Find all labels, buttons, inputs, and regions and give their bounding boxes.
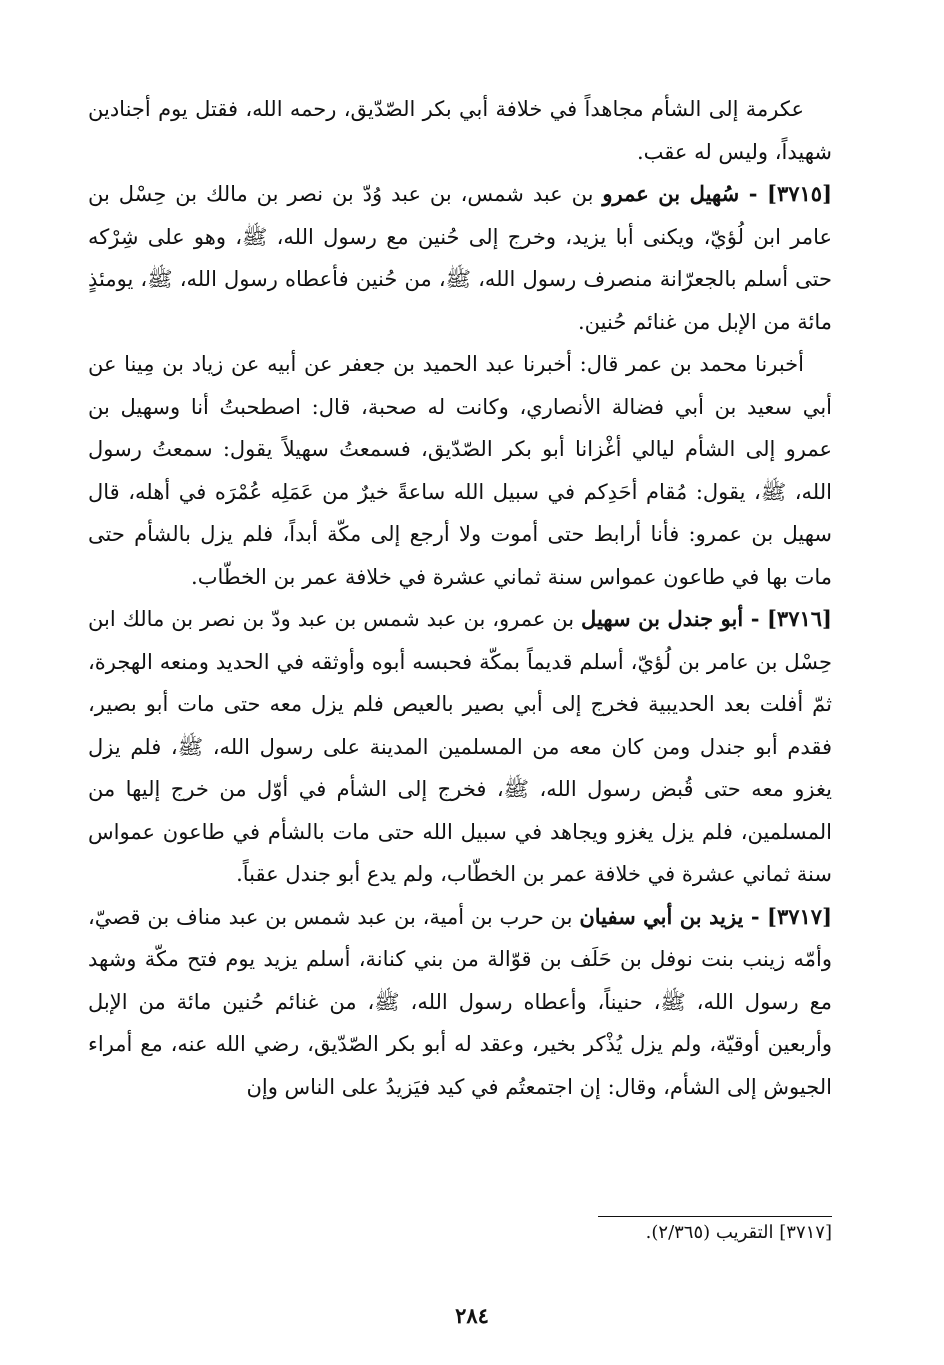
entry-3716: [88, 598, 832, 896]
paragraph-continuation: [88, 88, 832, 173]
entry-text: بن حرب بن أمية، بن عبد شمس بن عبد مناف بن قصيّ، وأمّه زينب بنت نوفل بن حَلَف بن قوّالة من بني كنانة، أسلم يزيد يوم فتح مكّة وشهد مع رسول الله، ﷺ، حنيناً، وأعطاه رسول الله، ﷺ، من غنائم حُنين مائة من الإبل وأربعين أوقيّة، ولم يزل يُذْكر بخير، وعقد له أبو بكر الصّدّيق، رضي الله عنه، مع أمراء الجيوش إلى الشأم، وقال: إن اجتمعتُم في كيد فيَزيدُ على الناس وإن: [88, 904, 832, 1099]
footnote-divider: [598, 1216, 832, 1217]
entry-text: بن عبد شمس، بن عبد وُدّ بن نصر بن مالك بن حِسْل بن عامر ابن لُؤيّ، ويكنى أبا يزيد، وخرج إلى حُنين مع رسول الله، ﷺ، وهو على شِرْكه حتى أسلم بالجعرّانة منصرف رسول الله، ﷺ، من حُنين فأعطاه رسول الله، ﷺ، يومئذٍ مائة من الإبل من غنائم حُنين.: [88, 182, 832, 334]
footnote: [٣٧١٧] التقريب (٢/٣٦٥).: [645, 1222, 832, 1243]
paragraph-narration: [88, 343, 832, 598]
entry-text: بن عمرو، بن عبد شمس بن عبد ودّ بن نصر بن مالك ابن حِسْل بن عامر بن لُؤيّ، أسلم قديماً بمكّة فحبسه أبوه وأوثقه في الحديد ومنعه الهجرة، ثمّ أفلت بعد الحديبية فخرج إلى أبي بصير بالعيص فلم يزل معه حتى مات أبو بصير، فقدم أبو جندل ومن كان معه من المسلمين المدينة على رسول الله، ﷺ، فلم يزل يغزو معه حتى قُبض رسول الله، ﷺ، فخرج إلى الشأم في أوّل من خرج إليها من المسلمين، فلم يزل يغزو ويجاهد في سبيل الله حتى مات بالشأم في طاعون عمواس سنة ثماني عشرة في خلافة عمر بن الخطّاب، ولم يدع أبو جندل عقباً.: [88, 607, 832, 886]
paragraph-text: أخبرنا محمد بن عمر قال: أخبرنا عبد الحميد بن جعفر عن أبيه عن زياد بن مِينا عن أبي سعيد بن أبي فضالة الأنصاري، وكانت له صحبة، قال: اصطحبتُ أنا وسهيل بن عمرو إلى الشأم ليالي أغْزانا أبو بكر الصّدّيق، فسمعتُ سهيلاً يقول: سمعتُ رسول الله، ﷺ، يقول: مُقام أحَدِكم في سبيل الله ساعةً خيرٌ من عَمَلِه عُمْرَه في أهله، قال سهيل بن عمرو: فأنا أرابط حتى أموت ولا أرجع إلى مكّة أبداً، فلم يزل بالشأم حتى مات بها في طاعون عمواس سنة ثماني عشرة في خلافة عمر بن الخطّاب.: [88, 352, 832, 589]
entry-3717: [88, 896, 832, 1109]
entry-3715: [88, 173, 832, 343]
page-number: ٢٨٤: [455, 1303, 489, 1328]
main-text: [88, 88, 832, 1108]
paragraph-text: عكرمة إلى الشأم مجاهداً في خلافة أبي بكر الصّدّيق، رحمه الله، فقتل يوم أجنادين شهيداً، وليس له عقب.: [88, 97, 832, 164]
entry-heading: [٣٧١٦] - أبو جندل بن سهيل: [581, 606, 832, 631]
entry-heading: [٣٧١٧] - يزيد بن أبي سفيان: [579, 903, 832, 929]
entry-heading: [٣٧١٥] - سُهيل بن عمرو: [602, 181, 832, 206]
